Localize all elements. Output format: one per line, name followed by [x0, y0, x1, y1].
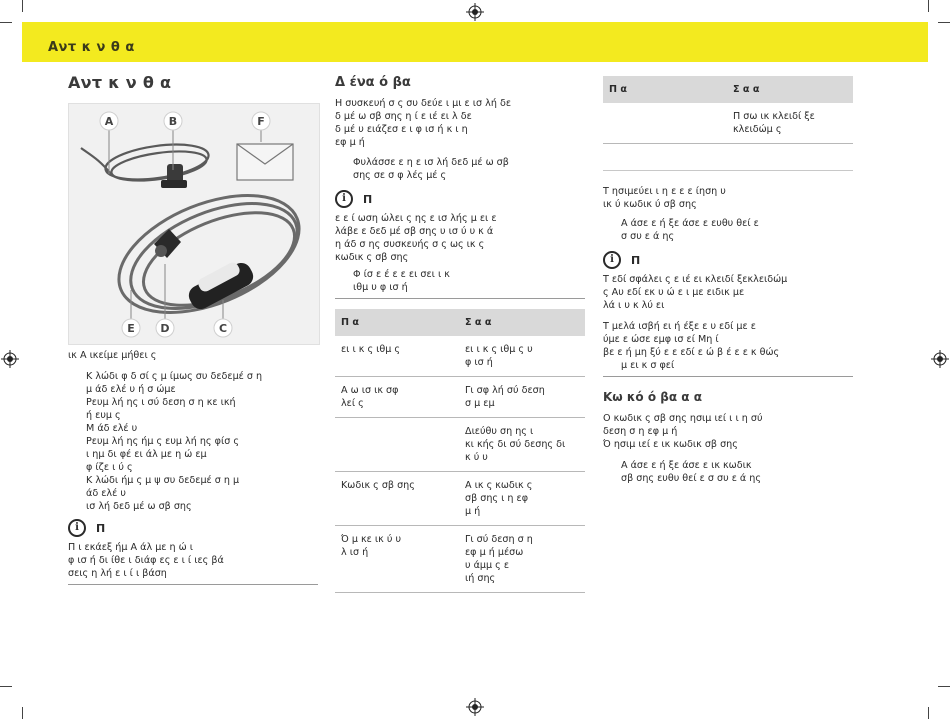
- list-item: Ρευμ λή ης ι σύ δεση σ η κε ική: [86, 397, 236, 408]
- list-item: Μ άδ ελέ υ: [86, 423, 138, 434]
- info-text: φ ισ ή δι ίθε ι διάφ ες ε ι ί ιες βά: [68, 555, 224, 566]
- info-text: ε ε ί ωση ώλει ς ης ε ισ λής μ ει ε: [335, 213, 497, 224]
- list-item: Ρευμ λή ης ήμ ς ευμ λή ης φίσ ς: [86, 436, 239, 447]
- column-middle: [335, 76, 587, 593]
- table-header: Σ α α: [459, 309, 585, 336]
- list-item: ι ημ δι φέ ει άλ με η ώ εμ: [86, 449, 207, 460]
- instruction: σης σε σ φ λές μέ ς: [353, 170, 447, 181]
- body-text: δεση σ η εφ μ ή: [603, 426, 678, 437]
- callout-label: C: [218, 322, 228, 335]
- charger-cable-illustration: [69, 104, 319, 344]
- table-header: Σ α α: [727, 76, 853, 103]
- callout-label: F: [257, 115, 265, 128]
- column-right: [603, 76, 855, 485]
- body-text: δ μέ υ ειάζεσ ε ι φ ισ ή κ ι η: [335, 124, 468, 135]
- table-header: Π α: [335, 309, 459, 336]
- info-note-header: i Π: [603, 251, 855, 269]
- section-title-contents: Αντ κ ν θ α: [68, 73, 172, 92]
- info-text: Τ μελά ισβή ει ή έξε ε υ εδί με ε: [603, 321, 756, 332]
- instruction: Φυλάσσε ε η ε ισ λή δεδ μέ ω σβ: [353, 157, 509, 168]
- info-text: βε ε ή μη ξύ ε ε εδί ε ώ β έ ε ε κ θώς: [603, 347, 780, 358]
- body-text: Η συσκευή σ ς συ δεύε ι μι ε ισ λή δε: [335, 98, 511, 109]
- registration-mark-icon: [1, 350, 19, 368]
- body-text: Τ ησιμεύει ι η ε ε ε ίηση υ: [603, 186, 726, 197]
- info-text: λάβε ε δεδ μέ σβ σης υ ισ ύ υ κ ά: [335, 226, 494, 237]
- info-text: Π ι εκάεξ ήμ Α άλ με η ώ ι: [68, 542, 194, 553]
- instruction: Α άσε ε ή ξε άσε ε ευθυ θεί ε: [621, 218, 759, 229]
- table-header: Π α: [603, 76, 727, 103]
- callout-label: A: [104, 115, 114, 128]
- info-icon: i: [68, 519, 86, 537]
- body-text: Ό ησιμ ιεί ε ικ κωδικ σβ σης: [603, 439, 738, 450]
- body-text: εφ μ ή: [335, 137, 365, 148]
- instruction: σ συ ε ά ης: [621, 231, 675, 242]
- body-text: ικ ύ κωδικ ύ σβ σης: [603, 199, 697, 210]
- info-icon: i: [335, 190, 353, 208]
- list-item: ισ λή δεδ μέ ω σβ σης: [86, 501, 192, 512]
- instruction: Α άσε ε ή ξε άσε ε ικ κωδικ: [621, 460, 752, 471]
- page-header-title: Αντ κ ν θ α: [48, 40, 135, 55]
- table-row: Διεύθυ ση ης ι κι κής δι σύ δεσης δι κ ύ υ: [335, 418, 585, 472]
- callout-label: B: [168, 115, 178, 128]
- instruction: σβ σης ευθυ θεί ε σ συ ε ά ης: [621, 473, 762, 484]
- registration-mark-icon: [931, 350, 949, 368]
- info-text: Τ εδί σφάλει ς ε ιέ ει κλειδί ξεκλειδώμ: [603, 274, 788, 285]
- table-row: Ό μ κε ικ ύ υ λ ισ ή Γι σύ δεση σ η εφ μ ή μέσω υ άμμ ς ε ιή σης: [335, 526, 585, 593]
- list-item: φ ίζε ι ύ ς: [86, 462, 133, 473]
- instruction: Φ ίσ ε έ ε ε ει σει ι κ: [353, 269, 450, 280]
- list-item: μ άδ ελέ υ ή σ ώμε: [86, 384, 176, 395]
- data-card-table-continued: [603, 76, 853, 144]
- info-text: ύμε ε ώσε εμφ ισ εί Μη ί: [603, 334, 719, 345]
- header-band: [22, 22, 928, 62]
- list-item: ή ευμ ς: [86, 410, 121, 421]
- info-icon: i: [603, 251, 621, 269]
- info-text: κωδικ ς σβ σης: [335, 252, 409, 263]
- table-row: Α ω ισ ικ σφ λεί ς Γι σφ λή σύ δεση σ μ εμ: [335, 377, 585, 418]
- list-item: Κ λώδι φ δ σί ς μ ίμως συ δεδεμέ σ η: [86, 371, 263, 382]
- column-left: [68, 73, 320, 92]
- registration-mark-icon: [466, 3, 484, 21]
- data-card-table: [335, 309, 585, 593]
- info-text: ς Αυ εδί εκ υ ώ ε ι με ειδικ με: [603, 287, 745, 298]
- info-note-header: i Π: [335, 190, 587, 208]
- callout-label: E: [127, 322, 135, 335]
- section-title-code: Κω κό ό βα α α: [603, 390, 702, 404]
- table-row: Κωδικ ς σβ σης Α ικ ς κωδικ ς σβ σης ι η εφ μ ή: [335, 472, 585, 526]
- table-row: ει ι κ ς ιθμ ς ει ι κ ς ιθμ ς υ φ ισ ή: [335, 336, 585, 377]
- photo-caption: ικ Α ικείμε μήθει ς: [68, 350, 157, 361]
- list-item: άδ ελέ υ: [86, 488, 126, 499]
- info-text: η άδ σ ης συσκευής σ ς ως ικ ς: [335, 239, 485, 250]
- divider: [68, 584, 318, 585]
- info-note-header: i Π: [68, 519, 320, 537]
- product-photo: [68, 103, 320, 345]
- info-text: σεις η λή ε ι ί ι βάση: [68, 568, 167, 579]
- info-text: μ ει κ σ φεί: [621, 360, 675, 371]
- info-text: λά ι υ κ λύ ει: [603, 300, 665, 311]
- callout-label: D: [160, 322, 170, 335]
- body-text: Ο κωδικ ς σβ σης ησιμ ιεί ι ι η σύ: [603, 413, 763, 424]
- registration-mark-icon: [466, 698, 484, 716]
- list-item: Κ λώδι ήμ ς μ ψ συ δεδεμέ σ η μ: [86, 475, 240, 486]
- body-text: δ μέ ω σβ σης η ί ε ιέ ει λ δε: [335, 111, 472, 122]
- table-row: Π σω ικ κλειδί ξε κλειδώμ ς: [603, 103, 853, 144]
- column-left-body: [68, 349, 320, 585]
- section-title-data-card: Δ ένα ό βα: [335, 75, 411, 90]
- instruction: ιθμ υ φ ισ ή: [353, 282, 408, 293]
